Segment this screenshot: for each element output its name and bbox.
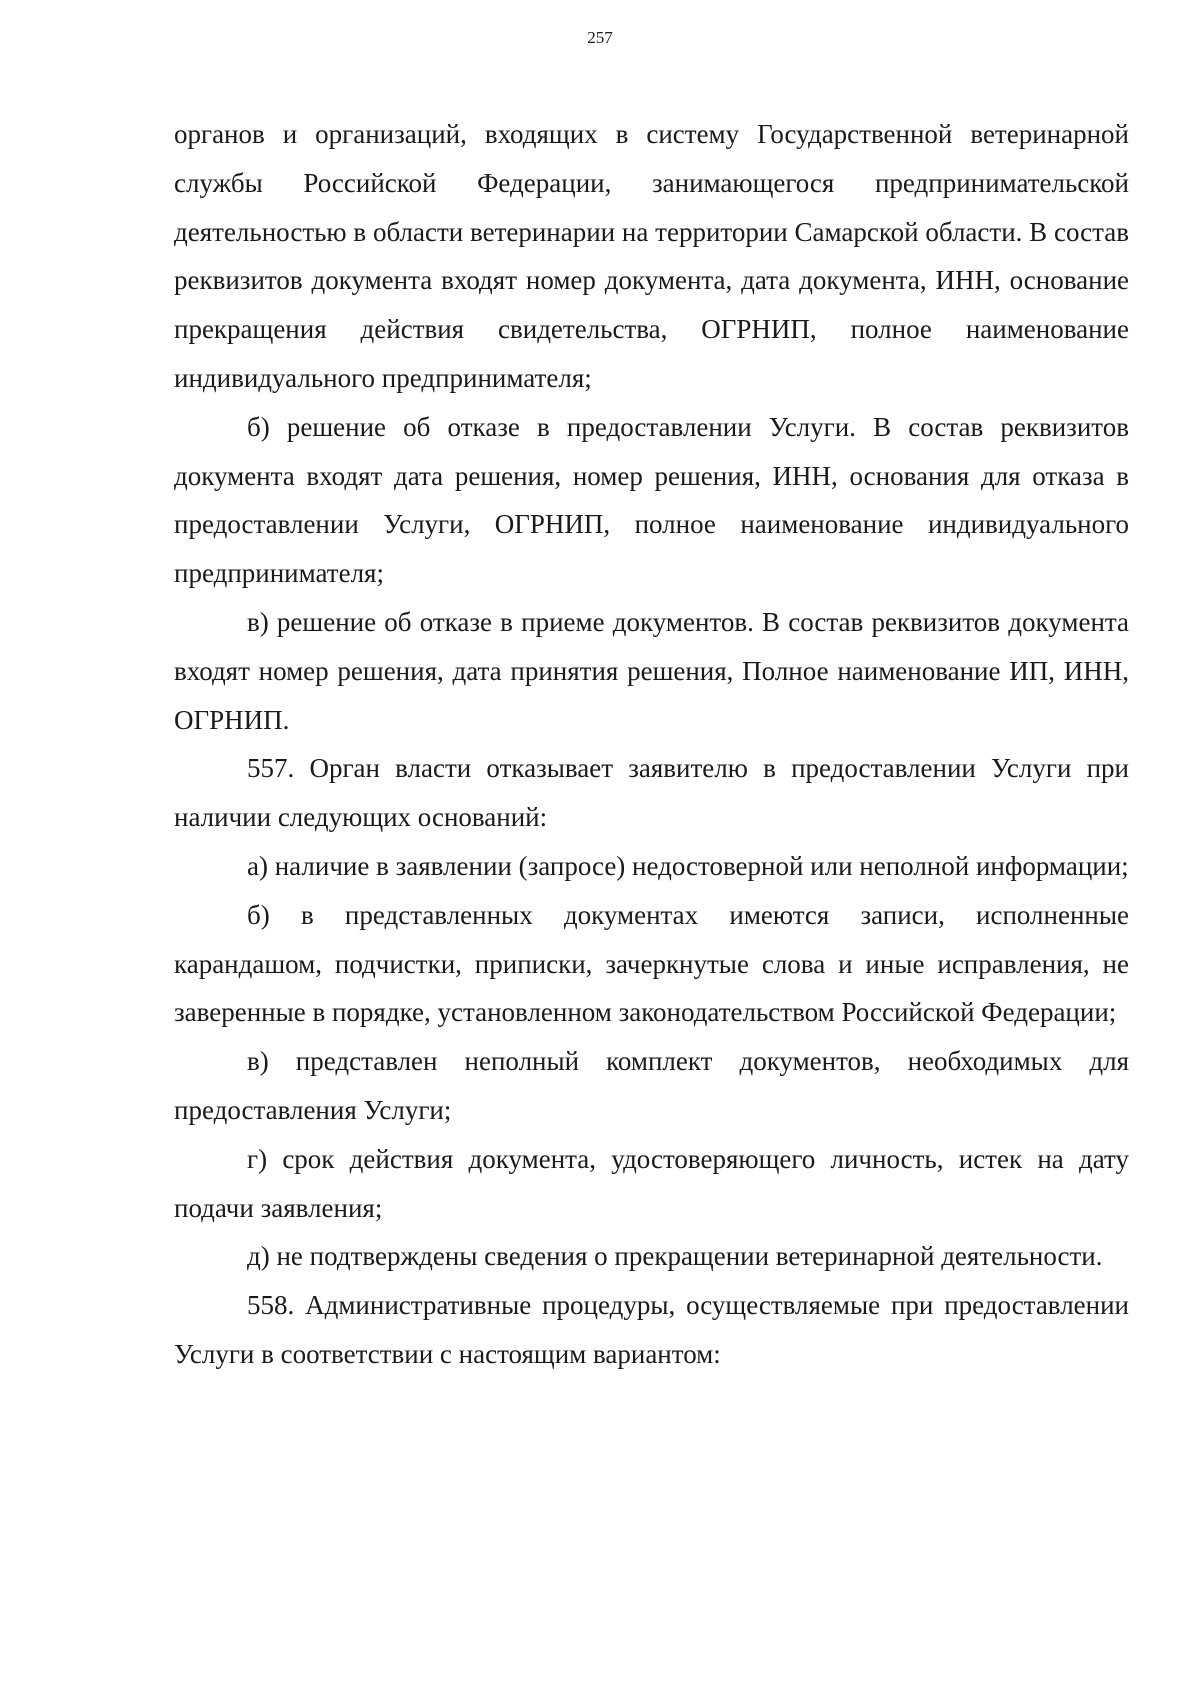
paragraph-item-d: д) не подтверждены сведения о прекращении ветеринарной деятельности.: [247, 1241, 1103, 1272]
paragraph-557: 557. Орган власти отказывает заявителю в предоставлении Услуги при наличии следующих оснований:: [174, 753, 1129, 833]
paragraph-item-b: б) в представленных документах имеются записи, исполненные карандашом, подчистки, приписки, зачеркнутые слова и иные исправления, не заверенные в порядке, установленном законодательством Российской Федерации;: [174, 899, 1129, 1028]
page-number: 257: [587, 28, 613, 47]
paragraph-item-b-refusal-decision: б) решение об отказе в предоставлении Услуги. В состав реквизитов документа входят дата решения, номер решения, ИНН, основания для отказа в предоставлении Услуги, ОГРНИП, полное наименование индивидуального предпринимателя;: [174, 411, 1129, 589]
paragraph-558: 558. Административные процедуры, осуществляемые при предоставлении Услуги в соответствии с настоящим вариантом:: [174, 1290, 1129, 1369]
document-body: [174, 110, 1129, 1379]
paragraph-item-a: а) наличие в заявлении (запросе) недостоверной или неполной информации;: [247, 850, 1129, 881]
paragraph-continuation: органов и организаций, входящих в систему Государственной ветеринарной службы Российской Федерации, занимающегося предпринимательской деятельностью в области ветеринарии на территории Самарской области. В состав реквизитов документа входят номер документа, дата документа, ИНН, основание прекращения действия свидетельства, ОГРНИП, полное наименование индивидуального предпринимателя;: [174, 119, 1129, 393]
paragraph-item-g: г) срок действия документа, удостоверяющего личность, истек на дату подачи заявления;: [174, 1143, 1129, 1223]
paragraph-item-v: в) представлен неполный комплект документов, необходимых для предоставления Услуги;: [174, 1046, 1129, 1125]
paragraph-item-v-document-refusal: в) решение об отказе в приеме документов. В состав реквизитов документа входят номер решения, дата принятия решения, Полное наименование ИП, ИНН, ОГРНИП.: [174, 606, 1129, 735]
